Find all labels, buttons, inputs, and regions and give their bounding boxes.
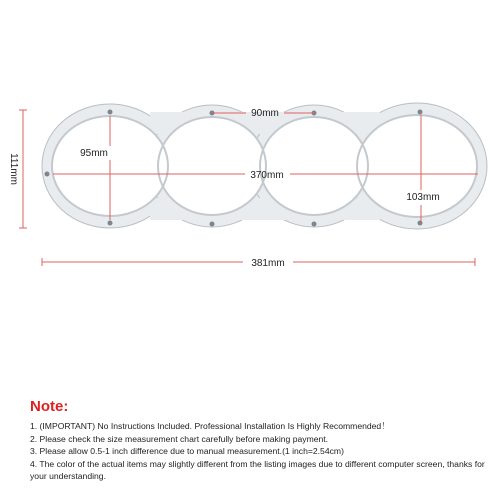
big-hole-diameter-label: 103mm xyxy=(406,192,440,203)
gauge-plate xyxy=(42,103,487,229)
mounting-hole xyxy=(210,222,215,227)
note-line-1: 1. (IMPORTANT) No Instructions Included. Professional Installation Is Highly Recommended！ xyxy=(30,421,390,431)
mounting-hole xyxy=(312,222,317,227)
note-line-4: 4. The color of the actual items may slightly different from the listing images due to different computer screen, thanks for your understanding. xyxy=(30,458,485,482)
hole-spacing-label: 90mm xyxy=(251,108,279,119)
note-line-2: 2. Please check the size measurement chart carefully before making payment. xyxy=(30,433,329,444)
note-section xyxy=(30,398,490,483)
height-dimension-label: 111mm xyxy=(8,153,19,185)
note-line-3: 3. Please allow 0.5-1 inch difference due to manual measurement.(1 inch=2.54cm) xyxy=(30,446,344,457)
mounting-hole xyxy=(108,110,113,115)
mounting-hole xyxy=(418,110,423,115)
center-width-label: 370mm xyxy=(250,170,284,181)
mounting-hole xyxy=(108,221,113,226)
note-title: Note: xyxy=(30,398,69,415)
small-hole-diameter-label: 95mm xyxy=(80,148,108,159)
overall-width-label: 381mm xyxy=(251,258,285,269)
mounting-hole xyxy=(45,172,50,177)
mounting-hole xyxy=(418,221,423,226)
